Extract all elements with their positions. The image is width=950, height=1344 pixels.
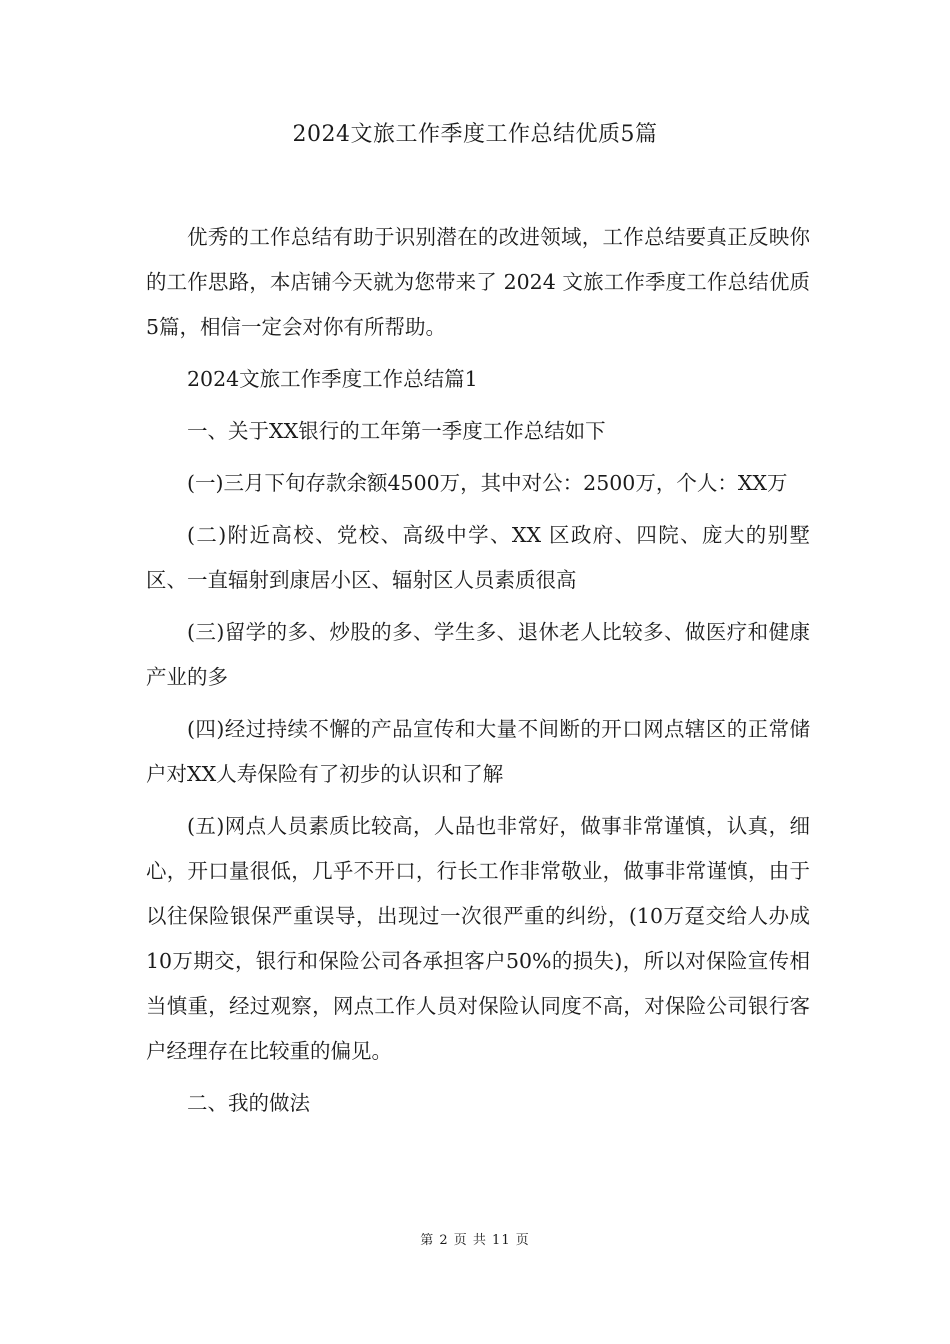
page-number-footer: 第 2 页 共 11 页 bbox=[420, 1233, 530, 1248]
list-item: (一)三月下旬存款余额4500万，其中对公：2500万，个人：XX万 bbox=[187, 471, 788, 495]
section-heading: 2024文旅工作季度工作总结篇1 bbox=[187, 367, 478, 391]
document-body bbox=[146, 215, 810, 1133]
list-item: (二)附近高校、党校、高级中学、XX 区政府、四院、庞大的别墅区、一直辐射到康居小区、辐射区人员素质很高 bbox=[146, 523, 810, 592]
list-item: (五)网点人员素质比较高，人品也非常好，做事非常谨慎，认真，细心，开口量很低，几乎不开口，行长工作非常敬业，做事非常谨慎，由于以往保险银保严重误导，出现过一次很严重的纠纷，(10万趸交给人办成10万期交，银行和保险公司各承担客户50%的损失)，所以对保险宣传相当慎重，经过观察，网点工作人员对保险认同度不高，对保险公司银行客户经理存在比较重的偏见。 bbox=[146, 814, 810, 1063]
list-item: (四)经过持续不懈的产品宣传和大量不间断的开口网点辖区的正常储户对XX人寿保险有了初步的认识和了解 bbox=[146, 717, 810, 786]
intro-paragraph: 优秀的工作总结有助于识别潜在的改进领域，工作总结要真正反映你的工作思路，本店铺今天就为您带来了 2024 文旅工作季度工作总结优质5篇，相信一定会对你有所帮助。 bbox=[146, 225, 810, 339]
list-item: (三)留学的多、炒股的多、学生多、退休老人比较多、做医疗和健康产业的多 bbox=[146, 620, 810, 689]
subsection-heading: 一、关于XX银行的工年第一季度工作总结如下 bbox=[187, 419, 606, 443]
document-title: 2024文旅工作季度工作总结优质5篇 bbox=[292, 122, 658, 147]
subsection-heading: 二、我的做法 bbox=[187, 1091, 310, 1115]
